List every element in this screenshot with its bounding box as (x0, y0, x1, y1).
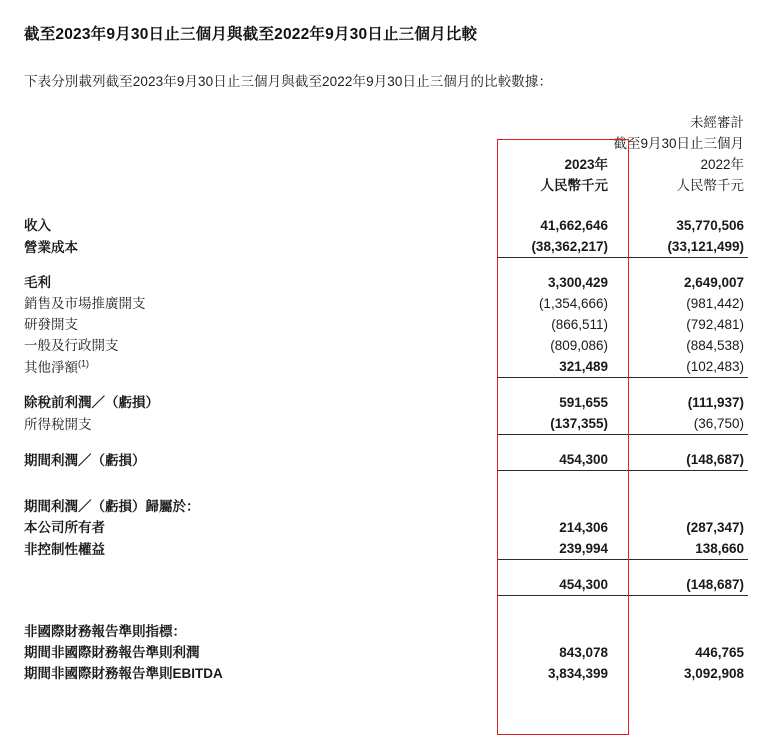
row-value-2022: (981,442) (686, 296, 744, 311)
row-value-2023: (809,086) (550, 338, 608, 353)
audit-note: 未經審計 (690, 115, 744, 130)
table-row (22, 413, 748, 435)
row-label: 本公司所有者 (24, 520, 105, 535)
table-row (22, 314, 748, 335)
row-label: 一般及行政開支 (24, 338, 119, 353)
row-value-2022: 138,660 (695, 541, 744, 556)
table-row (22, 392, 748, 413)
table-row (22, 449, 748, 471)
table-row (22, 272, 748, 293)
table-row (22, 236, 748, 258)
row-value-2022: (111,937) (687, 395, 744, 410)
header-2022-year: 2022年 (700, 157, 744, 172)
row-label: 其他淨額 (24, 359, 78, 375)
financial-comparison-table (22, 112, 748, 684)
row-label: 除稅前利潤／（虧損） (24, 395, 159, 410)
row-value-2022: (102,483) (686, 359, 744, 374)
row-value-2023 (498, 621, 626, 642)
table-row (22, 496, 748, 517)
row-value-2023: (137,355) (550, 416, 608, 431)
spacer-row (22, 602, 748, 621)
row-label: 銷售及市場推廣開支 (24, 296, 146, 311)
footnote-marker: (1) (78, 358, 89, 368)
intro-paragraph: 下表分別載列截至2023年9月30日止三個月與截至2022年9月30日止三個月的比較數據： (24, 74, 553, 89)
row-label: 期間非國際財務報告準則EBITDA (24, 666, 223, 681)
spacer-row (22, 477, 748, 496)
row-value-2022 (626, 621, 748, 642)
row-label: 非控制性權益 (24, 541, 105, 557)
header-2023-year: 2023年 (564, 157, 608, 172)
row-value-2022: (792,481) (686, 317, 744, 332)
row-value-2023: 214,306 (559, 520, 608, 535)
row-value-2023: 454,300 (559, 452, 608, 467)
row-value-2023: 41,662,646 (540, 218, 608, 233)
page-title: 截至2023年9月30日止三個月與截至2022年9月30日止三個月比較 (24, 26, 478, 43)
row-label: 營業成本 (24, 239, 78, 255)
row-value-2023: 321,489 (559, 359, 608, 374)
row-value-2023: 239,994 (559, 541, 608, 556)
header-2023-unit: 人民幣千元 (540, 178, 608, 193)
table-row (22, 621, 748, 642)
row-value-2022: (148,687) (686, 452, 744, 467)
table-header-period (22, 133, 748, 154)
row-value-2023: 591,655 (559, 395, 608, 410)
row-value-2023: (1,354,666) (538, 296, 608, 311)
empty-cell (22, 133, 498, 154)
row-value-2022: 35,770,506 (676, 218, 744, 233)
row-label: 研發開支 (24, 317, 78, 332)
spacer-row (22, 384, 748, 392)
row-label: 期間利潤／（虧損）歸屬於： (24, 499, 200, 514)
row-value-2022: (33,121,499) (667, 239, 744, 254)
table-row (22, 538, 748, 560)
row-value-2022: 2,649,007 (683, 275, 744, 290)
table-row (22, 215, 748, 236)
period-header: 截至9月30日止三個月 (613, 136, 744, 151)
header-2022-unit: 人民幣千元 (676, 178, 744, 193)
row-value-2022 (626, 496, 748, 517)
row-value-2023: (38,362,217) (531, 239, 608, 254)
row-value-2022: 446,765 (695, 645, 744, 660)
row-label (22, 574, 498, 596)
row-label: 非國際財務報告準則指標： (24, 624, 186, 639)
row-value-2022: (36,750) (693, 416, 744, 431)
spacer-row (22, 264, 748, 272)
table-row (22, 663, 748, 684)
table-row (22, 356, 748, 378)
table-header-audit (22, 112, 748, 133)
row-label: 期間利潤／（虧損） (24, 452, 146, 468)
row-value-2023: 843,078 (559, 645, 608, 660)
table-row (22, 293, 748, 314)
row-value-2023: 3,300,429 (547, 275, 608, 290)
row-label: 所得稅開支 (24, 416, 92, 432)
spacer-row (22, 566, 748, 574)
table-row (22, 517, 748, 538)
spacer-row (22, 196, 748, 215)
row-value-2022: 3,092,908 (683, 666, 744, 681)
row-value-2022: (287,347) (686, 520, 744, 535)
table-row (22, 574, 748, 596)
row-value-2022: (148,687) (686, 577, 744, 592)
empty-cell (22, 175, 498, 196)
row-label: 期間非國際財務報告準則利潤 (24, 645, 200, 660)
table-header-units (22, 175, 748, 196)
row-label-other-net (22, 356, 498, 378)
row-label: 毛利 (24, 275, 51, 290)
spacer-row (22, 441, 748, 449)
row-value-2023: (866,511) (551, 317, 608, 332)
row-value-2023: 454,300 (559, 577, 608, 592)
empty-cell (22, 112, 498, 133)
table-row (22, 642, 748, 663)
empty-cell (22, 154, 498, 175)
row-value-2023 (498, 496, 626, 517)
table-header-years (22, 154, 748, 175)
table-row (22, 335, 748, 356)
row-label: 收入 (24, 218, 51, 233)
row-value-2023: 3,834,399 (547, 666, 608, 681)
row-value-2022: (884,538) (686, 338, 744, 353)
